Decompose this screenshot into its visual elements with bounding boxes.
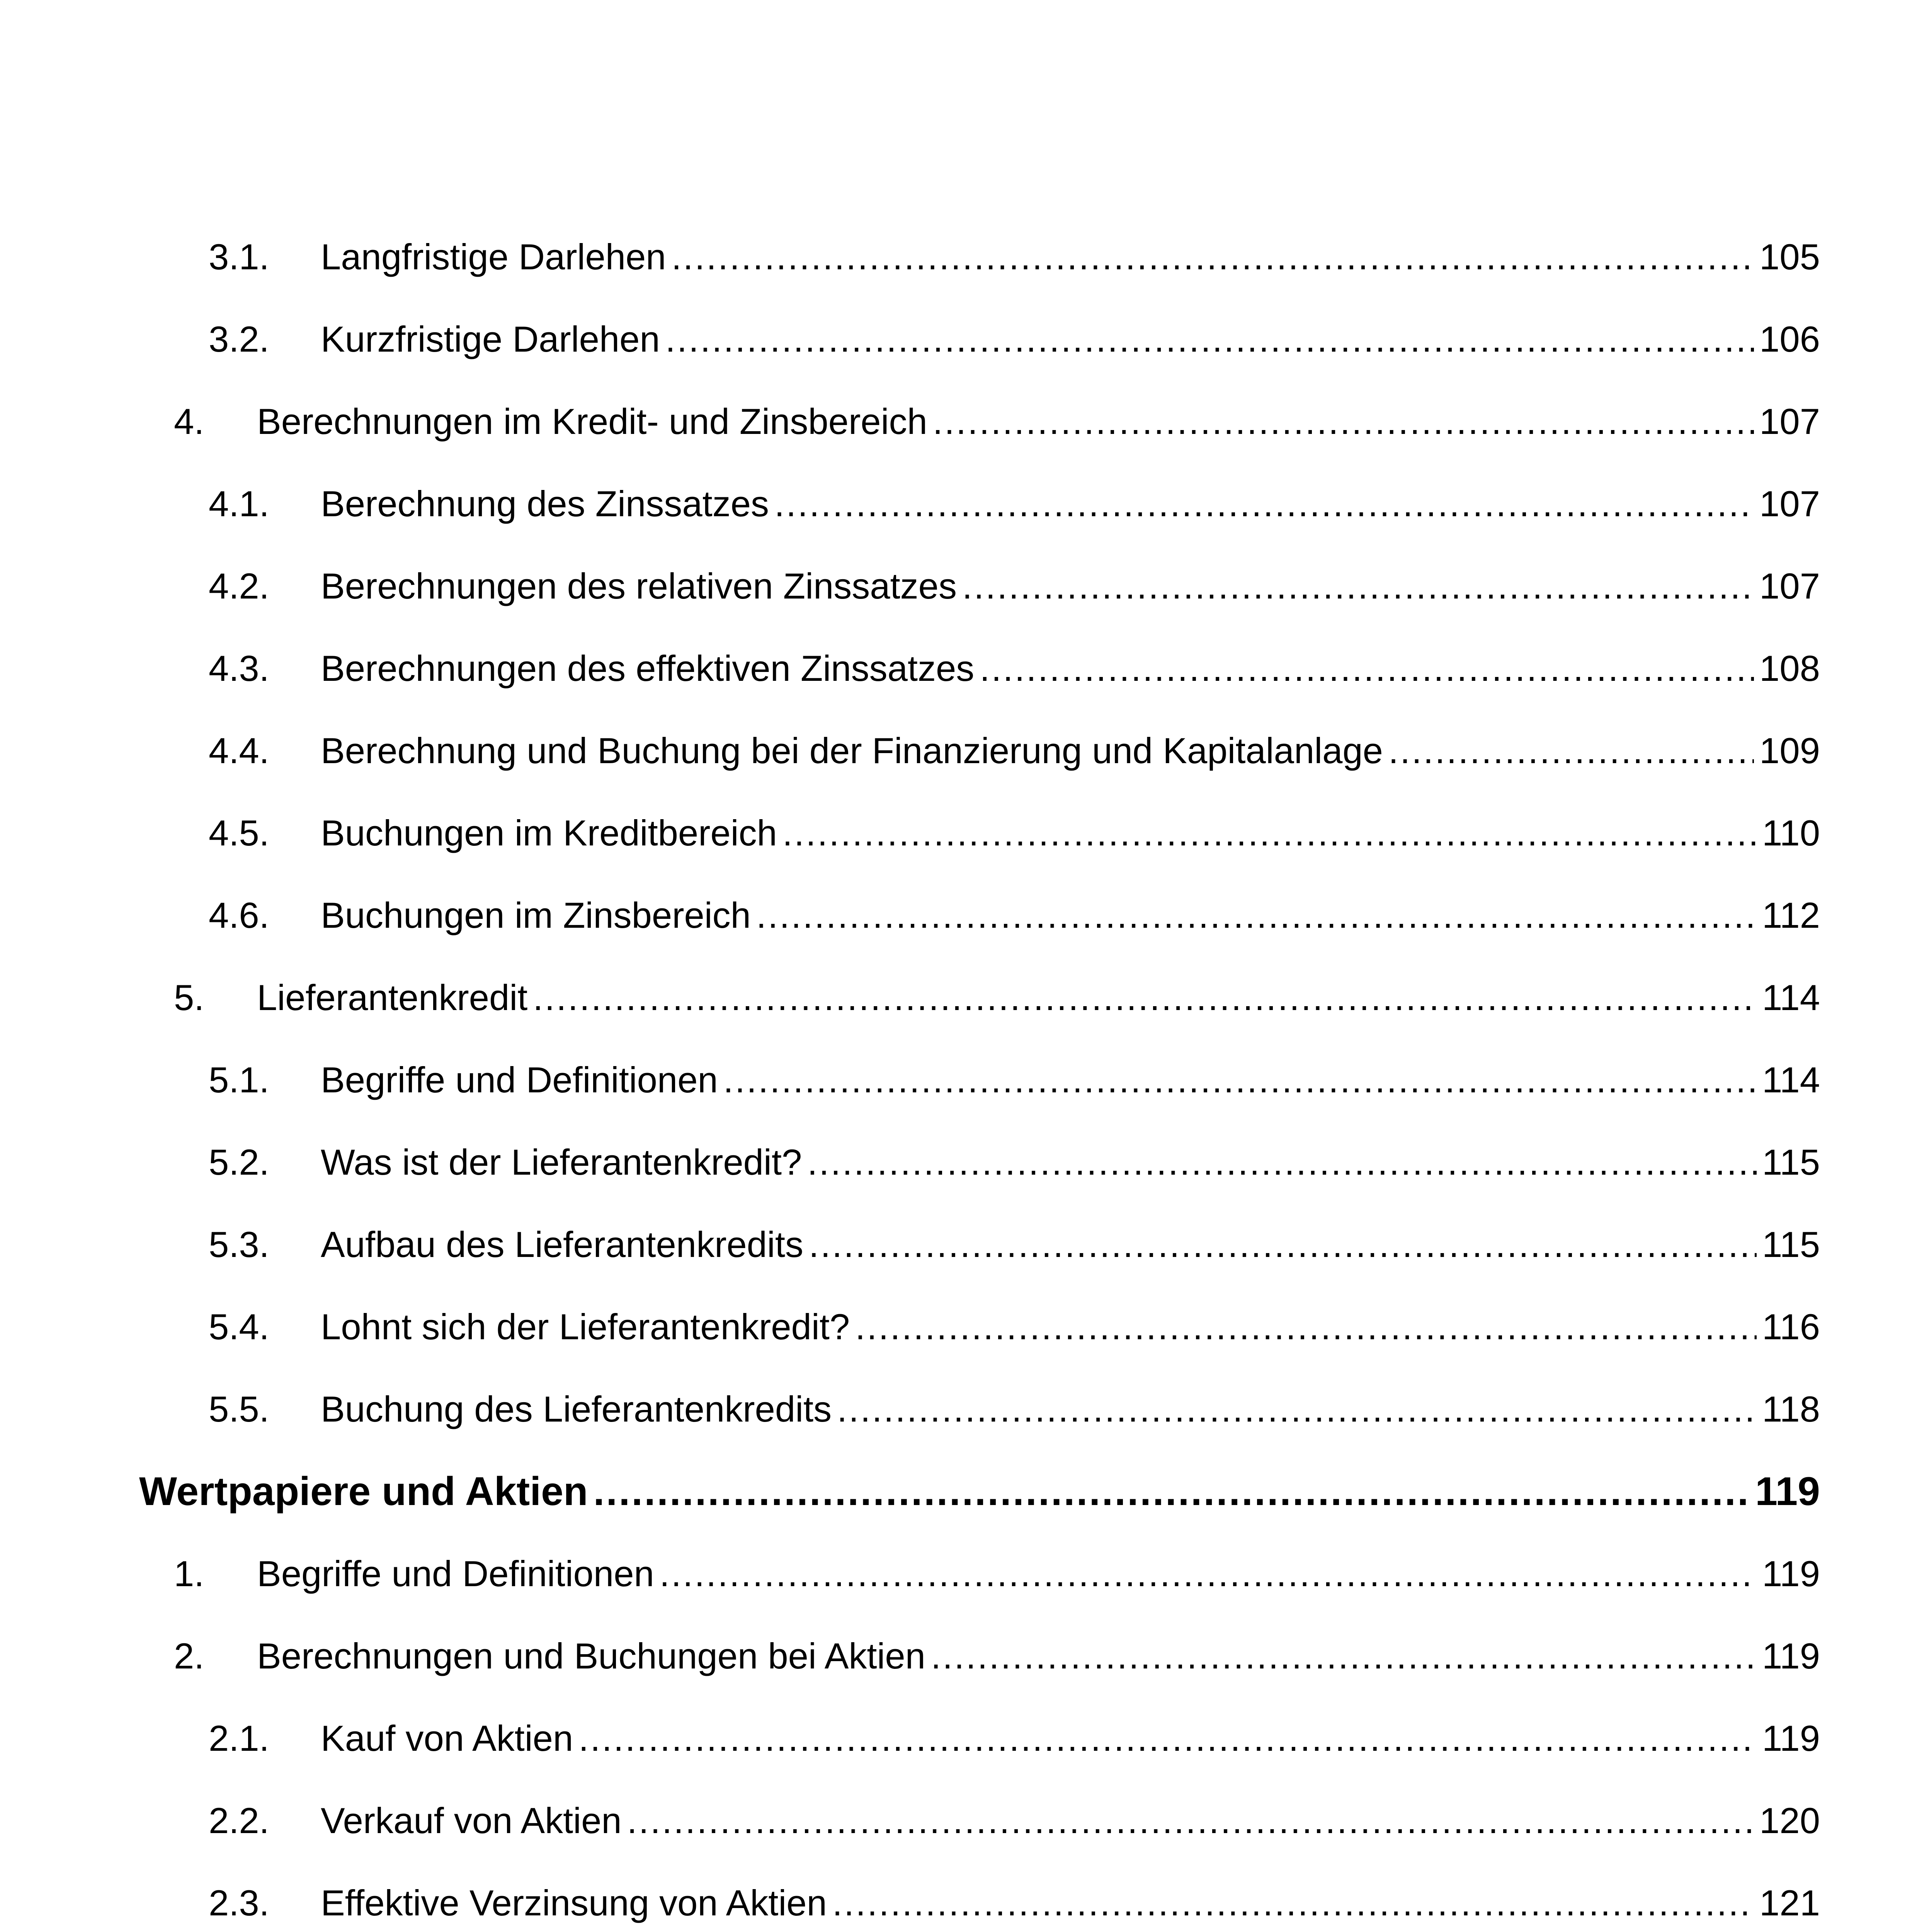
toc-dot-leader <box>931 1629 1757 1683</box>
toc-entry[interactable] <box>139 724 1820 778</box>
toc-entry[interactable] <box>139 1711 1820 1765</box>
toc-entry-number: 5.5. <box>209 1389 269 1429</box>
toc-entry-title: Kurzfristige Darlehen <box>321 319 660 359</box>
toc-entry-number: 2. <box>174 1636 204 1676</box>
toc-entry-number: 4.4. <box>209 730 269 771</box>
toc-entry-number: 5.2. <box>209 1142 269 1182</box>
toc-dot-leader <box>723 1053 1757 1107</box>
toc-entry-page: 115 <box>1762 1224 1820 1265</box>
toc-entry-page: 107 <box>1759 566 1820 606</box>
toc-entry-number: 2.3. <box>209 1883 269 1923</box>
toc-entry-title: Buchungen im Kreditbereich <box>321 813 777 853</box>
toc-entry-title: Buchung des Lieferantenkredits <box>321 1389 832 1429</box>
toc-entry-title: Langfristige Darlehen <box>321 236 666 277</box>
toc-entry-title: Effektive Verzinsung von Aktien <box>321 1883 827 1923</box>
toc-entry-page: 115 <box>1762 1142 1820 1182</box>
toc-entry-title: Begriffe und Definitionen <box>321 1060 718 1100</box>
toc-entry-number: 5. <box>174 977 204 1018</box>
toc-entry-title: Buchungen im Zinsbereich <box>321 895 751 935</box>
toc-entry-page: 119 <box>1762 1553 1820 1594</box>
toc-entry[interactable] <box>139 559 1820 613</box>
toc-entry-number: 3.2. <box>209 319 269 359</box>
toc-entry-page: 120 <box>1759 1800 1820 1841</box>
toc-entry-title: Was ist der Lieferantenkredit? <box>321 1142 802 1182</box>
toc-entry-number: 3.1. <box>209 236 269 277</box>
toc-dot-leader <box>665 312 1754 366</box>
toc-dot-leader <box>774 477 1754 531</box>
toc-entry-page: 105 <box>1759 236 1820 277</box>
toc-entry-number: 4.3. <box>209 648 269 689</box>
toc-entry-page: 116 <box>1762 1306 1820 1347</box>
toc-entry-number: 4.5. <box>209 813 269 853</box>
toc-entry-number: 5.3. <box>209 1224 269 1265</box>
toc-entry-page: 119 <box>1755 1469 1820 1514</box>
toc-dot-leader <box>933 395 1754 449</box>
toc-entry-title: Berechnung und Buchung bei der Finanzierung und Kapitalanlage <box>321 730 1383 771</box>
toc-entry[interactable] <box>139 1300 1820 1354</box>
toc-entry-title: Berechnungen des relativen Zinssatzes <box>321 566 957 606</box>
toc-entry-title: Berechnung des Zinssatzes <box>321 483 769 524</box>
toc-entry-page: 109 <box>1759 730 1820 771</box>
toc-entry[interactable] <box>139 1876 1820 1930</box>
toc-dot-leader <box>962 559 1754 613</box>
toc-entry-page: 108 <box>1759 648 1820 689</box>
toc-entry[interactable] <box>139 1135 1820 1189</box>
toc-entry-title: Verkauf von Aktien <box>321 1800 622 1841</box>
toc-dot-leader <box>672 230 1754 284</box>
toc-dot-leader <box>660 1547 1757 1601</box>
toc-dot-leader <box>594 1464 1750 1519</box>
toc-entry-title: Berechnungen des effektiven Zinssatzes <box>321 648 975 689</box>
toc-entry-title: Berechnungen im Kredit- und Zinsbereich <box>257 401 927 442</box>
toc-entry-number: 4. <box>174 401 204 442</box>
toc-entry-number: 2.2. <box>209 1800 269 1841</box>
toc-dot-leader <box>627 1794 1754 1848</box>
toc-entry-page: 119 <box>1762 1636 1820 1676</box>
toc-entry-title: Berechnungen und Buchungen bei Aktien <box>257 1636 925 1676</box>
toc-entry-number: 5.4. <box>209 1306 269 1347</box>
toc-entry[interactable] <box>139 888 1820 942</box>
toc-dot-leader <box>809 1218 1757 1272</box>
toc-entry-number: 4.1. <box>209 483 269 524</box>
toc-entry[interactable] <box>139 395 1820 449</box>
toc-dot-leader <box>832 1876 1754 1930</box>
toc-entry-number: 2.1. <box>209 1718 269 1759</box>
toc-dot-leader <box>980 641 1754 696</box>
toc-entry-page: 118 <box>1762 1389 1820 1429</box>
toc-entry-title: Begriffe und Definitionen <box>257 1553 654 1594</box>
toc-entry-page: 114 <box>1762 977 1820 1018</box>
toc-dot-leader <box>837 1382 1757 1436</box>
toc-entry-number: 5.1. <box>209 1060 269 1100</box>
toc-entry-page: 121 <box>1759 1883 1820 1923</box>
toc-dot-leader <box>578 1711 1757 1765</box>
toc-entry-page: 110 <box>1762 813 1820 853</box>
toc-dot-leader <box>756 888 1757 942</box>
toc-entry-page: 119 <box>1762 1718 1820 1759</box>
toc-dot-leader <box>533 971 1757 1025</box>
toc-dot-leader <box>855 1300 1757 1354</box>
toc-dot-leader <box>1388 724 1754 778</box>
toc-entry[interactable] <box>139 641 1820 696</box>
toc-entry-page: 106 <box>1759 319 1820 359</box>
toc-entry[interactable] <box>139 806 1820 860</box>
toc-entry[interactable] <box>139 1794 1820 1848</box>
toc-entry-title: Aufbau des Lieferantenkredits <box>321 1224 803 1265</box>
toc-entry-title: Lieferantenkredit <box>257 977 528 1018</box>
toc-entry-title: Lohnt sich der Lieferantenkredit? <box>321 1306 850 1347</box>
toc-entry-page: 114 <box>1762 1060 1820 1100</box>
toc-entry[interactable] <box>139 1053 1820 1107</box>
toc-entry-page: 107 <box>1759 483 1820 524</box>
toc-entry[interactable] <box>139 971 1820 1025</box>
toc-entry[interactable] <box>139 1547 1820 1601</box>
toc-entry[interactable] <box>139 312 1820 366</box>
toc-dot-leader <box>807 1135 1757 1189</box>
toc-entry-page: 112 <box>1762 895 1820 935</box>
toc-dot-leader <box>782 806 1757 860</box>
toc-entry[interactable] <box>139 1629 1820 1683</box>
toc-entry-number: 1. <box>174 1553 204 1594</box>
toc-entry-title: Kauf von Aktien <box>321 1718 573 1759</box>
toc-entry-number: 4.6. <box>209 895 269 935</box>
toc-entry-page: 107 <box>1759 401 1820 442</box>
toc-entry[interactable] <box>139 1218 1820 1272</box>
toc-entry-number: 4.2. <box>209 566 269 606</box>
toc-entry[interactable] <box>139 477 1820 531</box>
toc-entry[interactable] <box>139 230 1820 284</box>
toc-entry[interactable] <box>139 1382 1820 1436</box>
toc-chapter-entry[interactable] <box>139 1464 1820 1519</box>
toc-entry-title: Wertpapiere und Aktien <box>139 1469 588 1514</box>
